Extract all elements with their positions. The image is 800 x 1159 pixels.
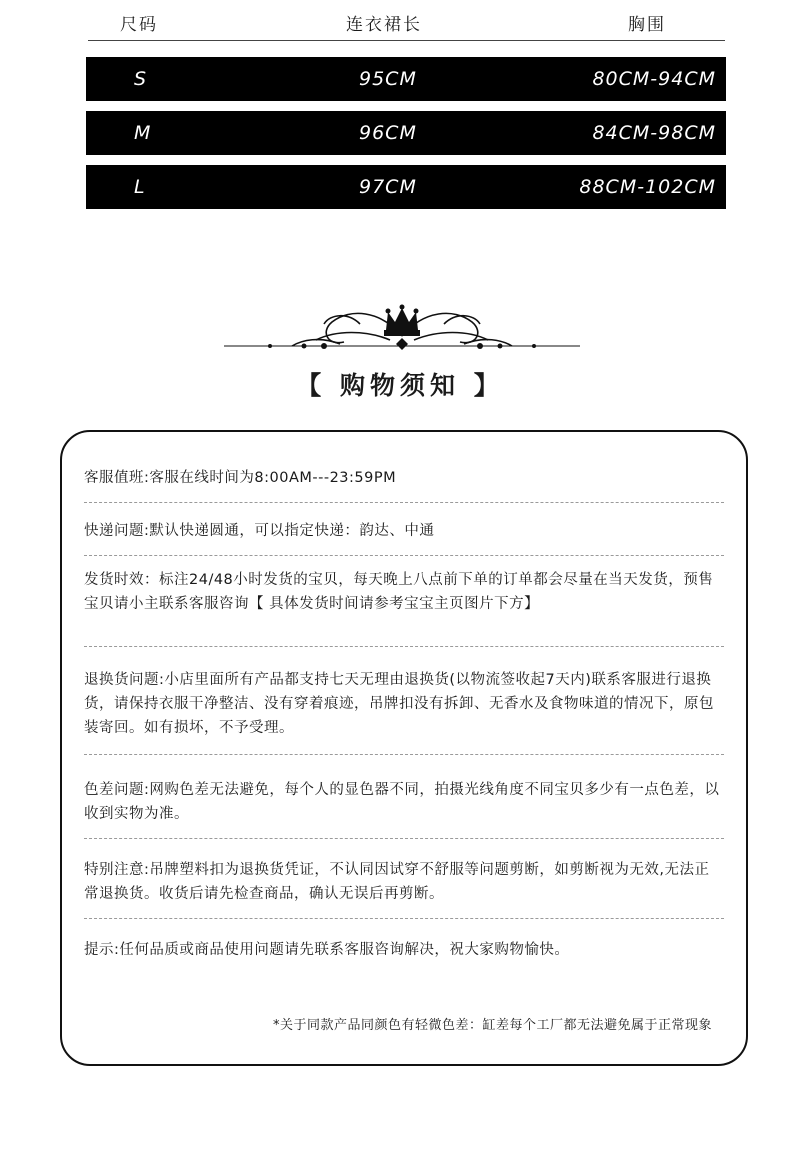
size-row bbox=[86, 165, 726, 209]
bust-cell: 88CM-102CM bbox=[579, 176, 716, 198]
bust-cell: 80CM-94CM bbox=[592, 68, 716, 90]
size-cell: L bbox=[134, 176, 146, 198]
size-row bbox=[86, 57, 726, 101]
notice-color-difference: 色差问题:网购色差无法避免，每个人的显色器不同，拍摄光线角度不同宝贝多少有一点色差，以收到实物为准。 bbox=[84, 782, 720, 822]
size-cell: S bbox=[134, 68, 148, 90]
dashed-divider bbox=[84, 918, 724, 919]
dashed-divider bbox=[84, 754, 724, 755]
bust-cell: 84CM-98CM bbox=[592, 122, 716, 144]
header-size: 尺码 bbox=[120, 15, 158, 35]
dashed-divider bbox=[84, 555, 724, 556]
dashed-divider bbox=[84, 838, 724, 839]
notice-express: 快递问题:默认快递圆通，可以指定快递：韵达、中通 bbox=[84, 523, 435, 539]
crown-ornament-icon bbox=[220, 300, 584, 362]
section-title: 【 购物须知 】 bbox=[296, 371, 504, 400]
header-bust: 胸围 bbox=[628, 15, 666, 35]
length-cell: 95CM bbox=[359, 68, 417, 90]
notice-customer-service: 客服值班:客服在线时间为8:00AM---23:59PM bbox=[84, 470, 397, 486]
size-cell: M bbox=[134, 122, 152, 144]
length-cell: 97CM bbox=[359, 176, 417, 198]
header-dress-length: 连衣裙长 bbox=[346, 15, 422, 35]
dashed-divider bbox=[84, 646, 724, 647]
color-variance-footnote: *关于同款产品同颜色有轻微色差：缸差每个工厂都无法避免属于正常现象 bbox=[272, 1018, 712, 1033]
size-row bbox=[86, 111, 726, 155]
length-cell: 96CM bbox=[359, 122, 417, 144]
notice-tip: 提示:任何品质或商品使用问题请先联系客服咨询解决，祝大家购物愉快。 bbox=[84, 942, 570, 958]
notice-special-attention: 特别注意:吊牌塑料扣为退换货凭证，不认同因试穿不舒服等问题剪断，如剪断视为无效,无法正常退换货。收货后请先检查商品，确认无误后再剪断。 bbox=[84, 862, 710, 902]
dashed-divider bbox=[84, 502, 724, 503]
notice-shipping-time: 发货时效：标注24/48小时发货的宝贝，每天晚上八点前下单的订单都会尽量在当天发货，预售宝贝请小主联系客服咨询【 具体发货时间请参考宝宝主页图片下方】 bbox=[84, 572, 714, 612]
size-table-header bbox=[88, 0, 725, 41]
shopping-notice-box bbox=[60, 430, 748, 1066]
notice-returns: 退换货问题:小店里面所有产品都支持七天无理由退换货(以物流签收起7天内)联系客服进行退换货，请保持衣服干净整洁、没有穿着痕迹，吊牌扣没有拆卸、无香水及食物味道的情况下，原包装寄回。如有损坏，不予受理。 bbox=[84, 672, 714, 736]
